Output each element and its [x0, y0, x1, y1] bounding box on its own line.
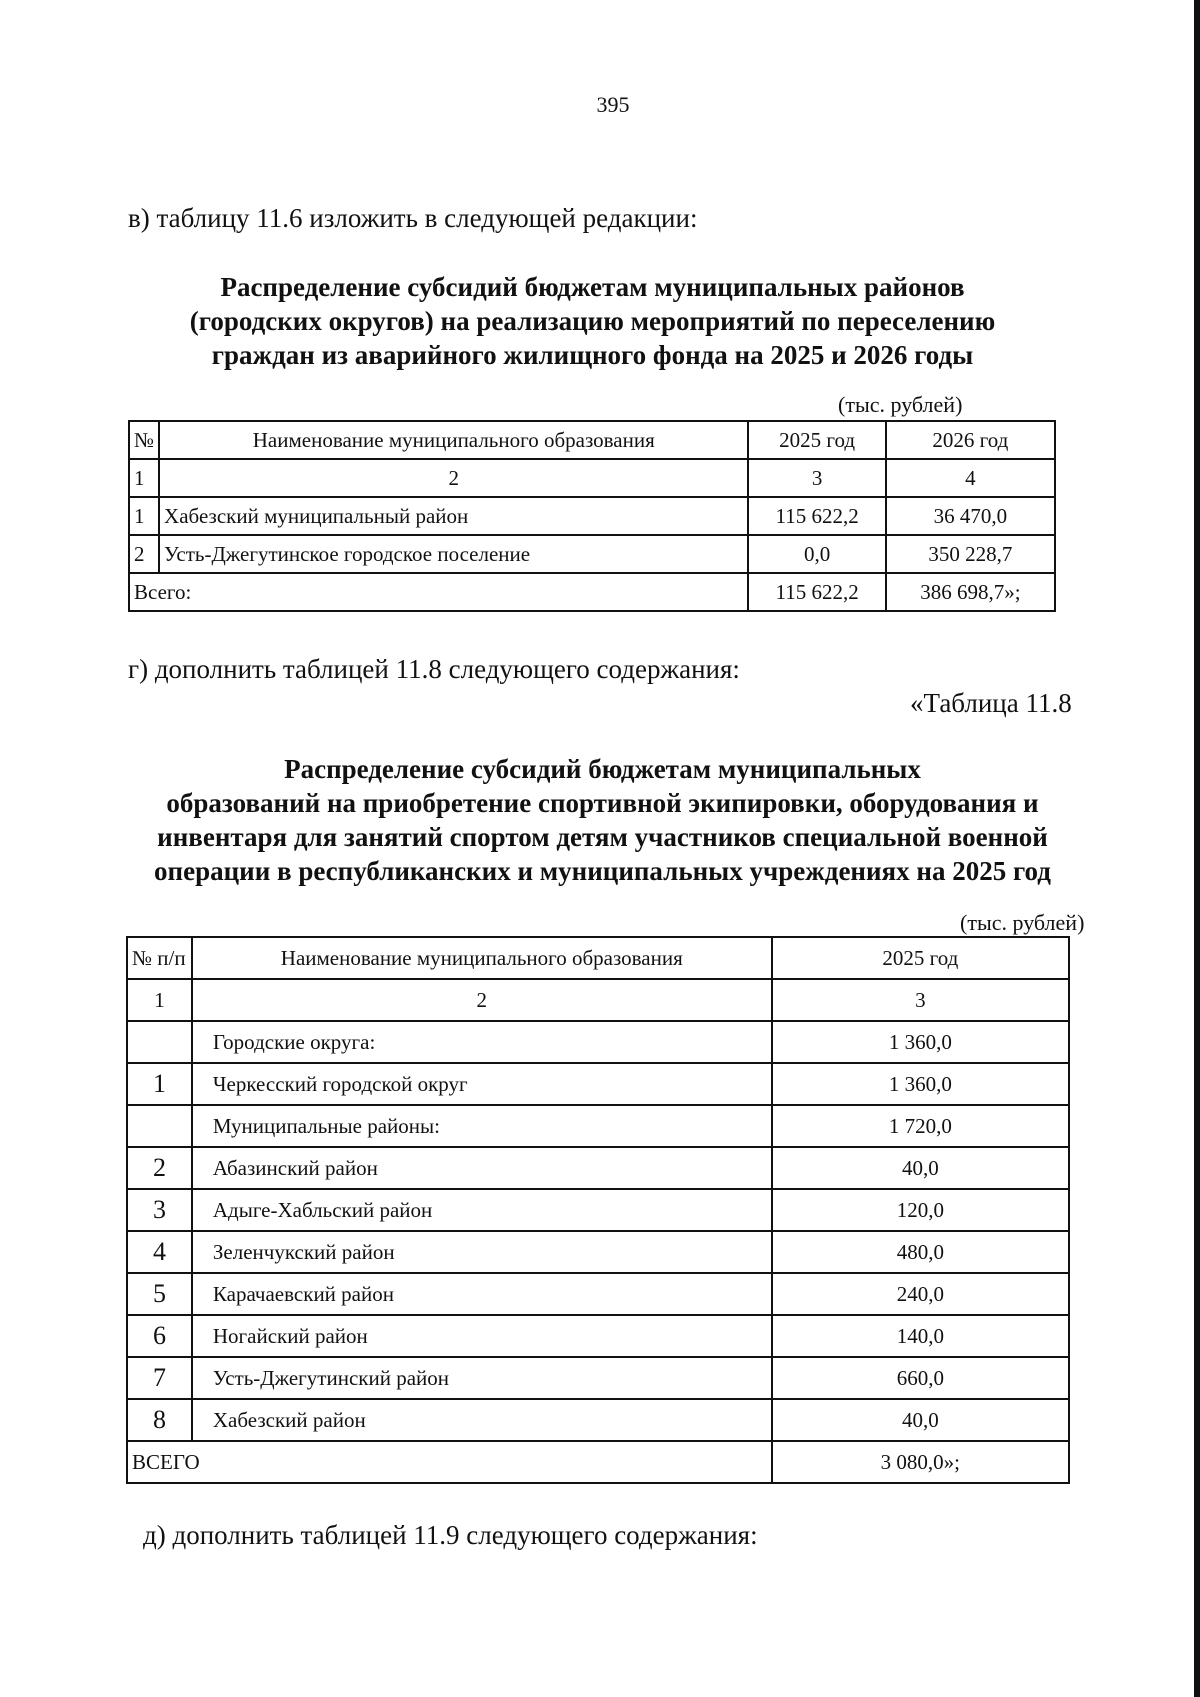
header-cell: Наименование муниципального образования: [159, 421, 748, 459]
row-value: 480,0: [772, 1231, 1069, 1273]
table1-title-line: (городских округов) на реализацию мероприятий по переселению: [189, 306, 996, 336]
table-header-row: [129, 421, 1055, 459]
row-value: 1 720,0: [772, 1105, 1069, 1147]
header-cell: Наименование муниципального образования: [192, 937, 772, 979]
table1-title: [120, 270, 1065, 372]
table-row: [129, 535, 1055, 573]
row-name: Городские округа:: [192, 1021, 772, 1063]
row-number: 4: [127, 1231, 192, 1273]
row-value-2025: 115 622,2: [748, 497, 885, 535]
table2-title-line: операции в республиканских и муниципальных учреждениях на 2025 год: [154, 856, 1051, 886]
index-cell: 3: [772, 979, 1069, 1021]
index-cell: 4: [886, 459, 1055, 497]
row-name: Усть-Джегутинский район: [192, 1357, 772, 1399]
row-name: Адыге-Хабльский район: [192, 1189, 772, 1231]
row-number: [127, 1021, 192, 1063]
row-value: 1 360,0: [772, 1063, 1069, 1105]
table-index-row: [129, 459, 1055, 497]
row-name: Карачаевский район: [192, 1273, 772, 1315]
row-number: 3: [127, 1189, 192, 1231]
index-cell: 1: [127, 979, 192, 1021]
row-name: Муниципальные районы:: [192, 1105, 772, 1147]
row-number: 8: [127, 1399, 192, 1441]
table2-title-line: инвентаря для занятий спортом детям участников специальной военной: [157, 822, 1048, 852]
row-value: 40,0: [772, 1399, 1069, 1441]
table-row: [127, 1063, 1069, 1105]
table-header-row: [127, 937, 1069, 979]
total-label: Всего:: [129, 573, 748, 611]
table-row: [129, 497, 1055, 535]
total-label: ВСЕГО: [127, 1441, 772, 1483]
paragraph-d: д) дополнить таблицей 11.9 следующего содержания:: [143, 1520, 758, 1550]
header-cell: 2025 год: [772, 937, 1069, 979]
row-value: 240,0: [772, 1273, 1069, 1315]
row-value-2025: 0,0: [748, 535, 885, 573]
table-total-row: [127, 1441, 1069, 1483]
row-value-2026: 350 228,7: [886, 535, 1055, 573]
table-total-row: [129, 573, 1055, 611]
row-number: 7: [127, 1357, 192, 1399]
row-number: 5: [127, 1273, 192, 1315]
table-row: [127, 1147, 1069, 1189]
table-row: [127, 1105, 1069, 1147]
row-name: Хабезский муниципальный район: [159, 497, 748, 535]
row-name: Абазинский район: [192, 1147, 772, 1189]
table-row: [127, 1189, 1069, 1231]
table-label: «Таблица 11.8: [910, 688, 1072, 718]
total-2025: 115 622,2: [748, 573, 885, 611]
row-name: Ногайский район: [192, 1315, 772, 1357]
table-row: [127, 1315, 1069, 1357]
row-number: [127, 1105, 192, 1147]
table-row: [127, 1273, 1069, 1315]
row-name: Зеленчукский район: [192, 1231, 772, 1273]
total-2026: 386 698,7»;: [886, 573, 1055, 611]
table-row: [127, 1231, 1069, 1273]
scan-edge: [1194, 0, 1200, 1697]
page-number: 395: [596, 92, 630, 117]
row-value: 40,0: [772, 1147, 1069, 1189]
row-number: 2: [127, 1147, 192, 1189]
header-cell: №: [129, 421, 159, 459]
total-value: 3 080,0»;: [772, 1441, 1069, 1483]
table1-title-line: Распределение субсидий бюджетам муниципальных районов: [220, 272, 965, 302]
index-cell: 2: [159, 459, 748, 497]
row-name: Усть-Джегутинское городское поселение: [159, 535, 748, 573]
table-11-6: [128, 420, 1056, 612]
index-cell: 1: [129, 459, 159, 497]
table2-title-line: образований на приобретение спортивной экипировки, оборудования и: [166, 788, 1039, 818]
row-value: 140,0: [772, 1315, 1069, 1357]
row-name: Черкесский городской округ: [192, 1063, 772, 1105]
paragraph-v: в) таблицу 11.6 изложить в следующей редакции:: [128, 203, 698, 233]
row-number: 1: [129, 497, 159, 535]
table2-title-line: Распределение субсидий бюджетам муниципальных: [284, 754, 921, 784]
paragraph-g: г) дополнить таблицей 11.8 следующего содержания:: [128, 654, 740, 684]
row-value: 120,0: [772, 1189, 1069, 1231]
header-cell: 2025 год: [748, 421, 885, 459]
table2-unit: (тыс. рублей): [960, 910, 1085, 935]
index-cell: 2: [192, 979, 772, 1021]
index-cell: 3: [748, 459, 885, 497]
header-cell: 2026 год: [886, 421, 1055, 459]
row-number: 2: [129, 535, 159, 573]
row-value: 1 360,0: [772, 1021, 1069, 1063]
row-name: Хабезский район: [192, 1399, 772, 1441]
row-value: 660,0: [772, 1357, 1069, 1399]
table2-title: [120, 752, 1085, 888]
header-cell: № п/п: [127, 937, 192, 979]
table-row: [127, 1357, 1069, 1399]
row-number: 1: [127, 1063, 192, 1105]
row-value-2026: 36 470,0: [886, 497, 1055, 535]
table1-title-line: граждан из аварийного жилищного фонда на 2025 и 2026 годы: [211, 340, 974, 370]
table1-unit: (тыс. рублей): [838, 392, 963, 417]
table-row: [127, 1399, 1069, 1441]
row-number: 6: [127, 1315, 192, 1357]
table-11-8: [126, 936, 1070, 1484]
table-index-row: [127, 979, 1069, 1021]
table-row: [127, 1021, 1069, 1063]
